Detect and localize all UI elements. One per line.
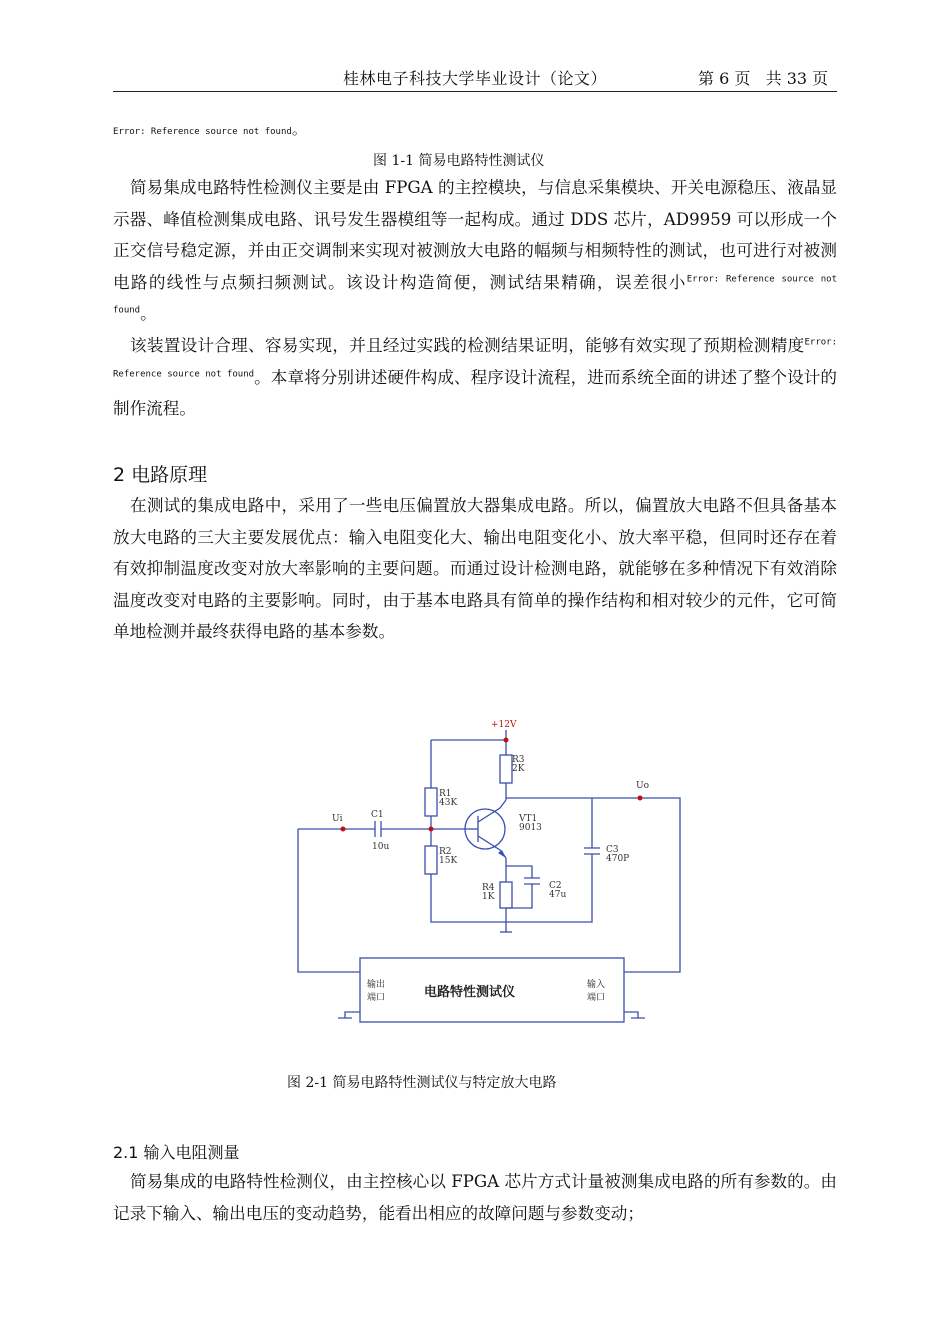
svg-text:43K: 43K	[439, 798, 458, 808]
amplifier-circuit-diagram	[290, 712, 700, 1027]
svg-text:R3: R3	[512, 755, 525, 765]
svg-text:Uo: Uo	[636, 781, 650, 791]
uo-terminal-dot	[638, 796, 643, 801]
section-2-heading: 2 电路原理	[113, 464, 208, 486]
figure-1-caption: 图 1-1 简易电路特性测试仪	[373, 153, 545, 169]
svg-text:Ui: Ui	[332, 814, 343, 824]
svg-text:R2: R2	[439, 847, 452, 857]
section-2-1-body	[113, 1166, 837, 1229]
resistor-r2	[425, 846, 437, 874]
page-number: 第 6 页 共 33 页	[698, 69, 829, 88]
svg-text:47u: 47u	[549, 890, 567, 900]
svg-text:R4: R4	[482, 883, 495, 893]
capacitor-c2	[524, 878, 540, 884]
svg-text:端口: 端口	[367, 993, 386, 1003]
citation-error: Error: Reference source not found	[113, 337, 837, 380]
figure-2-caption: 图 2-1 简易电路特性测试仪与特定放大电路	[287, 1075, 557, 1091]
svg-text:R1: R1	[439, 789, 452, 799]
svg-text:1K: 1K	[482, 892, 495, 902]
svg-text:2K: 2K	[512, 764, 525, 774]
svg-text:输出: 输出	[367, 980, 386, 990]
tester-box-title: 电路特性测试仪	[424, 985, 516, 1000]
resistor-r1	[425, 788, 437, 816]
paragraph-overview: 简易集成电路特性检测仪主要是由 FPGA 的主控模块，与信息采集模块、开关电源稳压、液晶显示器、峰值检测集成电路、讯号发生器模组等一起构成。通过 DDS 芯片，AD9959 可以形成一个正交信号稳定源，并由正交调制来实现对被测放大电路的幅频与相频特性的测试，也可进行对被测电路的线性与点频扫频测试。该设计构造简便，测试结果精确，误差很小$^{Error: Reference source not found}$。	[113, 178, 837, 324]
capacitor-c1	[375, 821, 381, 837]
capacitor-c3	[584, 848, 600, 854]
svg-text:端口: 端口	[587, 993, 606, 1003]
resistor-r4	[500, 882, 512, 908]
svg-text:C1: C1	[371, 810, 384, 820]
svg-text:10u: 10u	[372, 842, 390, 852]
resistor-r3	[500, 755, 512, 783]
paragraph-circuit-principle: 在测试的集成电路中，采用了一些电压偏置放大器集成电路。所以，偏置放大电路不但具备基本放大电路的三大主要发展优点：输入电阻变化大、输出电阻变化小、放大率平稳，但同时还存在着有效抑制温度改变对放大率影响的主要问题。而通过设计检测电路，就能够在多种情况下有效消除温度改变对电路的主要影响。同时，由于基本电路具有简单的操作结构和相对较少的元件，它可简单地检测并最终获得电路的基本参数。	[113, 496, 837, 642]
figure-1-broken-reference: Error: Reference source not found。	[113, 120, 307, 138]
svg-text:15K: 15K	[439, 856, 458, 866]
paragraph-input-resistance: 简易集成的电路特性检测仪，由主控核心以 FPGA 芯片方式计量被测集成电路的所有参数的。由记录下输入、输出电压的变动趋势，能看出相应的故障问题与参数变动；	[113, 1172, 837, 1223]
svg-text:VT1: VT1	[519, 814, 538, 824]
svg-text:9013: 9013	[519, 823, 542, 833]
header-rule	[113, 91, 837, 92]
vcc-label: +12V	[491, 720, 517, 730]
section-2-body	[113, 490, 837, 648]
svg-text:C2: C2	[549, 881, 562, 891]
svg-text:输入: 输入	[587, 980, 606, 990]
svg-text:C3: C3	[606, 845, 619, 855]
svg-text:470P: 470P	[606, 854, 630, 864]
running-header-title: 桂林电子科技大学毕业设计（论文）	[343, 69, 608, 88]
reference-error: Error: Reference source not found	[113, 127, 292, 137]
intro-paragraphs	[113, 172, 837, 425]
citation-error: Error: Reference source not found	[113, 274, 837, 316]
ui-terminal-dot	[341, 827, 346, 832]
section-2-1-heading: 2.1 输入电阻测量	[113, 1143, 240, 1162]
paragraph-summary: 该装置设计合理、容易实现，并且经过实践的检测结果证明，能够有效实现了预期检测精度$^{Error: Reference source not found}$。本章将分别讲述硬件构成、程序设计流程，进而系统全面的讲述了整个设计的制作流程。	[113, 335, 838, 419]
